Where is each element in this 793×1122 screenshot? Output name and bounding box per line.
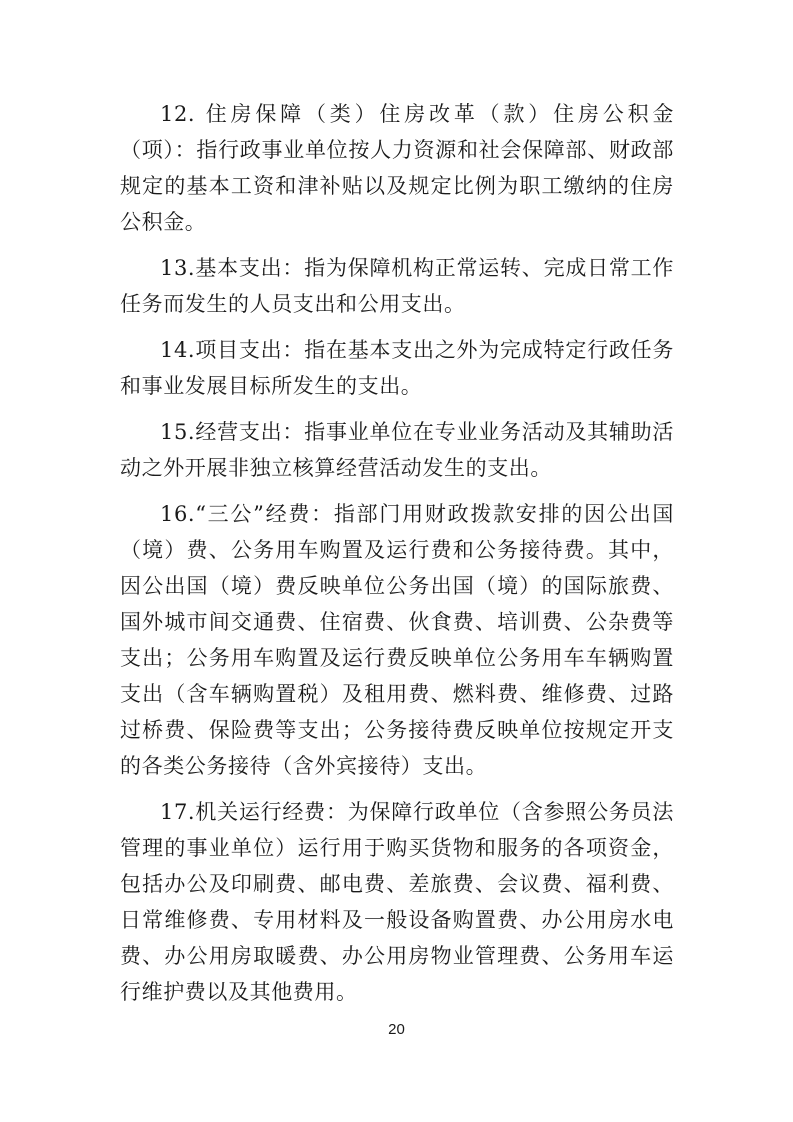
paragraph-operating-expenditure: 15.经营支出：指事业单位在专业业务活动及其辅助活动之外开展非独立核算经营活动发生的支出。 (120, 420, 674, 480)
paragraph-three-public-expenses: 16.“三公”经费：指部门用财政拨款安排的因公出国（境）费、公务用车购置及运行费和公务接待费。其中，因公出国（境）费反映单位公务出国（境）的国际旅费、国外城市间交通费、住宿费、伙食费、培训费、公杂费等支出；公务用车购置及运行费反映单位公务用车车辆购置支出（含车辆购置税）及租用费、燃料费、维修费、过路过桥费、保险费等支出；公务接待费反映单位按规定开支的各类公务接待（含外宾接待）支出。 (120, 502, 674, 778)
paragraph-agency-operating-funds: 17.机关运行经费：为保障行政单位（含参照公务员法管理的事业单位）运行用于购买货物和服务的各项资金，包括办公及印刷费、邮电费、差旅费、会议费、福利费、日常维修费、专用材料及一般设备购置费、办公用房水电费、办公用房取暖费、办公用房物业管理费、公务用车运行维护费以及其他费用。 (120, 800, 674, 1004)
paragraph-basic-expenditure: 13.基本支出：指为保障机构正常运转、完成日常工作任务而发生的人员支出和公用支出。 (120, 256, 674, 316)
page-number: 20 (388, 1021, 405, 1038)
paragraph-project-expenditure: 14.项目支出：指在基本支出之外为完成特定行政任务和事业发展目标所发生的支出。 (120, 338, 674, 398)
paragraph-housing-fund: 12. 住房保障（类）住房改革（款）住房公积金（项）：指行政事业单位按人力资源和社会保障部、财政部规定的基本工资和津补贴以及规定比例为职工缴纳的住房公积金。 (120, 102, 674, 234)
body-text (120, 96, 674, 1010)
